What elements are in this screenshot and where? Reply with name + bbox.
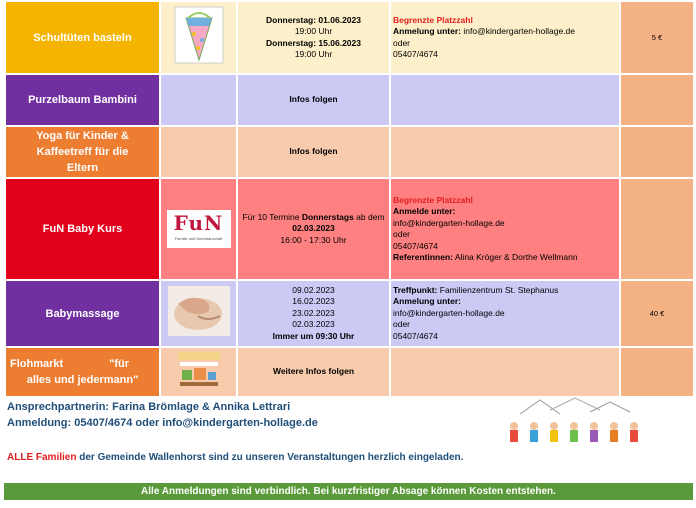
image-cell (160, 74, 237, 126)
invitation-text (7, 452, 463, 463)
children-illustration (500, 396, 650, 450)
event-dates: Infos folgen (237, 74, 390, 126)
event-info (390, 1, 620, 74)
info-label: Anmelung unter: (393, 26, 461, 36)
weekday-text: Donnerstags (301, 211, 354, 222)
date-line: 02.03.2023 (292, 319, 335, 330)
phone-text: 05407/4674 (393, 49, 438, 59)
image-cell (160, 126, 237, 178)
date-line: 16.02.2023 (292, 296, 335, 307)
event-dates (237, 178, 390, 280)
flea-market-illustration (176, 350, 222, 390)
event-price (620, 347, 694, 397)
event-name: FuN Baby Kurs (5, 178, 160, 280)
info-line: oder (393, 229, 411, 239)
event-name: Babymassage (5, 280, 160, 347)
contact-persons: Ansprechpartnerin: Farina Brömlage & Annika Lettrari (7, 401, 291, 413)
time-line: 19:00 Uhr (294, 26, 333, 36)
invitation-highlight: ALLE Familien (7, 452, 77, 463)
info-label: Referentinnen: (393, 252, 453, 262)
logo-cell (160, 178, 237, 280)
time-line: 19:00 Uhr (294, 49, 333, 59)
date-line: 09.02.2023 (292, 284, 335, 295)
location-text: Familienzentrum St. Stephanus (437, 284, 559, 295)
event-price: 40 € (620, 280, 694, 347)
logo-subtitle: Familie und Nachbarschaft (174, 236, 223, 241)
info-label: Anmelung unter: (393, 296, 461, 307)
event-price (620, 126, 694, 178)
event-info (390, 347, 620, 397)
event-name: Purzelbaum Bambini (5, 74, 160, 126)
event-name-part: "für (109, 358, 129, 370)
speakers-text: Alina Kröger & Dorthe Wellmann (452, 252, 578, 262)
school-cone-icon (174, 6, 224, 64)
event-price (620, 74, 694, 126)
date-text: Für 10 Termine (242, 211, 302, 222)
email-text: info@kindergarten-hollage.de (393, 217, 505, 228)
contact-block (7, 399, 318, 431)
event-dates (237, 1, 390, 74)
email-text: info@kindergarten-hollage.de (461, 26, 576, 36)
event-price (620, 178, 694, 280)
cone-image-cell (160, 1, 237, 74)
event-name (5, 347, 160, 397)
binding-notice-bar: Alle Anmeldungen sind verbindlich. Bei kurzfristiger Absage können Kosten entstehen. (4, 483, 693, 500)
flea-image-cell (160, 347, 237, 397)
event-info (390, 178, 620, 280)
event-dates (237, 280, 390, 347)
event-price: 5 € (620, 1, 694, 74)
table-row (5, 347, 694, 397)
start-date: 02.03.2023 (292, 223, 335, 234)
date-line: 23.02.2023 (292, 307, 335, 318)
info-label: Anmelde unter: (393, 206, 456, 216)
table-row (5, 178, 694, 280)
time-line: Immer um 09:30 Uhr (272, 330, 355, 341)
limited-seats-note: Begrenzte Platzzahl (393, 14, 473, 25)
date-line: Donnerstag: 15.06.2023 (266, 37, 361, 48)
logo-text: FuN (173, 211, 224, 235)
event-dates: Weitere Infos folgen (237, 347, 390, 397)
limited-seats-note: Begrenzte Platzzahl (393, 194, 473, 205)
time-line: 16:00 - 17:30 Uhr (280, 234, 347, 245)
table-row (5, 1, 694, 74)
contact-registration: Anmeldung: 05407/4674 oder info@kindergarten-hollage.de (7, 417, 318, 429)
info-line: oder (393, 37, 411, 48)
invitation-rest: der Gemeinde Wallenhorst sind zu unseren Veranstaltungen herzlich eingeladen. (76, 452, 464, 463)
table-row (5, 74, 694, 126)
event-name-part: Flohmarkt (10, 358, 64, 370)
phone-text: 05407/4674 (393, 330, 438, 341)
info-line: oder (393, 319, 411, 330)
event-info (390, 126, 620, 178)
table-row (5, 126, 694, 178)
email-text: info@kindergarten-hollage.de (393, 307, 505, 318)
event-info (390, 280, 620, 347)
event-name-part: alles und jedermann" (26, 374, 139, 386)
phone-text: 05407/4674 (393, 240, 438, 251)
schedule-table (4, 0, 695, 398)
table-row (5, 280, 694, 347)
event-dates: Infos folgen (237, 126, 390, 178)
event-name: Yoga für Kinder & Kaffeetreff für die Eltern (5, 126, 160, 178)
info-label: Treffpunkt: (393, 284, 438, 295)
baby-massage-photo (168, 286, 230, 336)
date-text: ab dem (353, 211, 385, 222)
event-name: Schultüten basteln (5, 1, 160, 74)
date-line: Donnerstag: 01.06.2023 (266, 14, 361, 25)
event-info (390, 74, 620, 126)
fun-logo (167, 210, 231, 248)
massage-image-cell (160, 280, 237, 347)
